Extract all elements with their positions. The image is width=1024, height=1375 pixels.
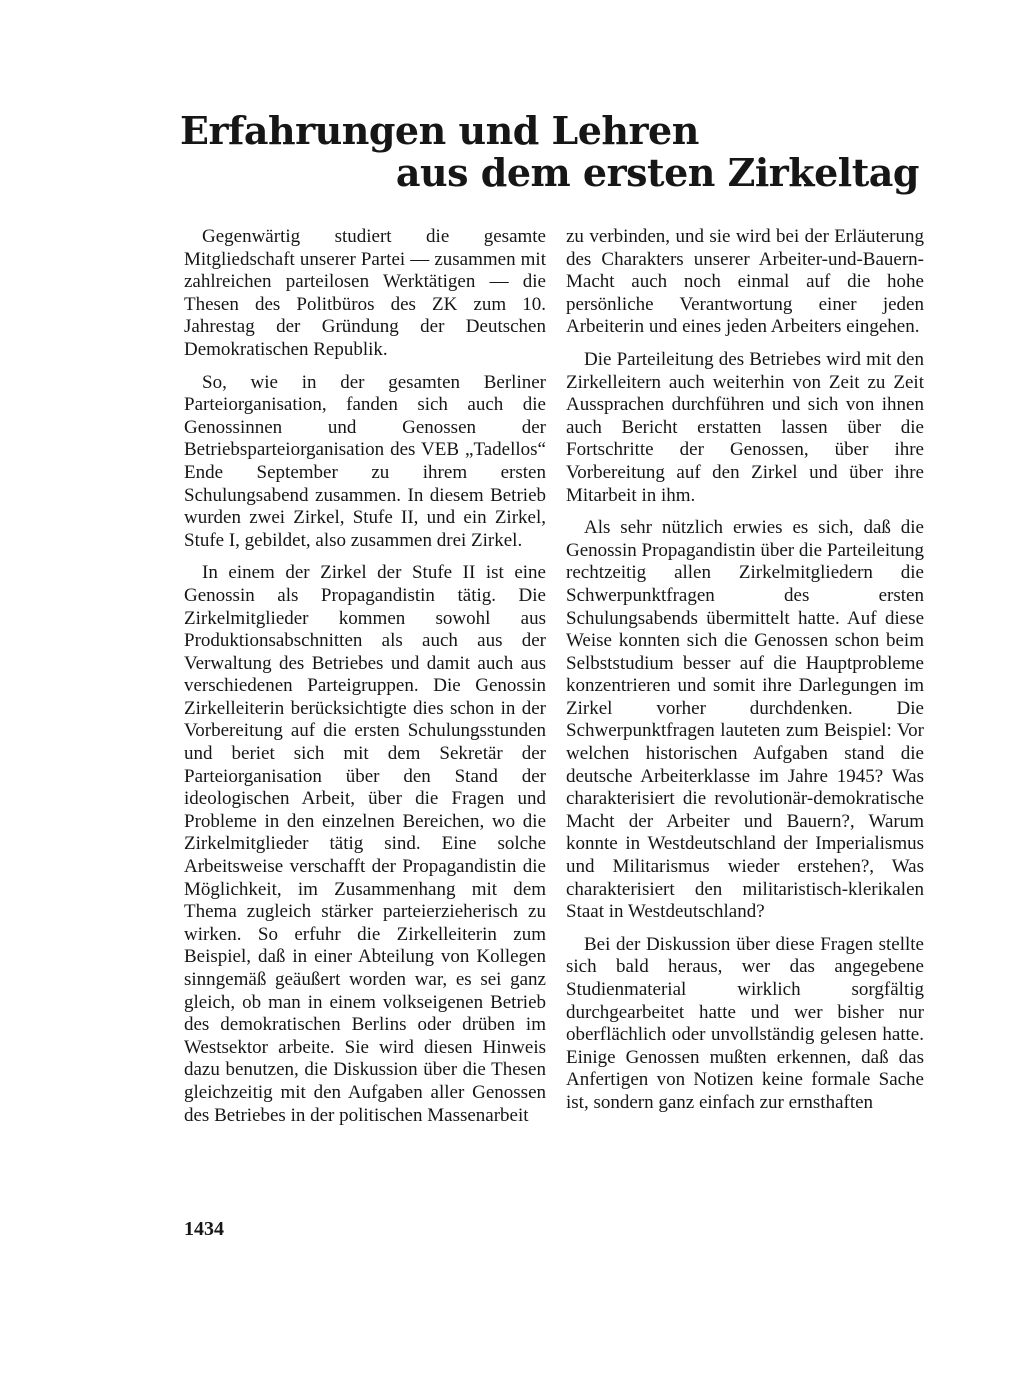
paragraph: Gegenwärtig studiert die gesamte Mitgliedschaft unserer Partei — zusammen mit zahlreichen parteilosen Werktätigen — die Thesen des Politbüros des ZK zum 10. Jahrestag der Gründung der Deutschen Demokratischen Republik. bbox=[184, 226, 546, 360]
paragraph: In einem der Zirkel der Stufe II ist eine Genossin als Propagandistin tätig. Die Zirkelmitglieder kommen sowohl aus Produktionsabschnitten als auch aus der Verwaltung des Betriebes und damit auch aus verschiedenen Parteigruppen. Die Genossin Zirkelleiterin berücksichtigte dies schon in der Vorbereitung auf die ersten Schulungsstunden und beriet sich mit dem Sekretär der Parteiorganisation über den Stand der ideologischen Arbeit, über die Fragen und Probleme in den einzelnen Bereichen, wo die Zirkelmitglieder tätig sind. Eine solche Arbeitsweise verschafft der Propagandistin die Möglichkeit, im Zusammenhang mit dem Thema zugleich stärker parteierzieherisch zu wirken. So erfuhr die Zirkelleiterin zum Beispiel, daß in einer Abteilung von Kollegen sinngemäß geäußert worden war, es sei ganz gleich, ob man in einem volkseigenen Betrieb des demokratischen Berlins oder drüben im Westsektor arbeite. Sie wird diesen Hinweis dazu benutzen, die Diskussion über die Thesen gleichzeitig mit den Aufgaben aller Genossen des Betriebes in der politischen Massenarbeit bbox=[184, 562, 546, 1126]
paragraph-continued: zu verbinden, und sie wird bei der Erläuterung des Charakters unserer Arbeiter-und-Bauern-Macht auch noch einmal auf die hohe persönliche Verantwortung einer jeden Arbeiterin und eines jeden Arbeiters eingehen. bbox=[566, 226, 924, 338]
right-column bbox=[566, 226, 924, 1125]
paragraph: Bei der Diskussion über diese Fragen stellte sich bald heraus, wer das angegebene Studienmaterial wirklich sorgfältig durchgearbeitet hatte und wer bisher nur oberflächlich oder unvollständig gelesen hatte. Einige Genossen mußten erkennen, daß das Anfertigen von Notizen keine formale Sache ist, sondern ganz einfach zur ernsthaften bbox=[566, 933, 924, 1113]
paragraph: Als sehr nützlich erwies es sich, daß die Genossin Propagandistin über die Parteileitung rechtzeitig allen Zirkelmitgliedern die Schwerpunktfragen des ersten Schulungsabends übermittelt hatte. Auf diese Weise konnten sich die Genossen schon beim Selbststudium besser auf die Hauptprobleme konzentrieren und somit ihre Darlegungen im Zirkel vorher durchdenken. Die Schwerpunktfragen lauteten zum Beispiel: Vor welchen historischen Aufgaben stand die deutsche Arbeiterklasse im Jahre 1945? Was charakterisiert die revolutionär-demokratische Macht der Arbeiter und Bauern?, Warum konnte in Westdeutschland der Imperialismus und Militarismus wieder erstehen?, Was charakterisiert den militaristisch-klerikalen Staat in Westdeutschland? bbox=[566, 517, 924, 923]
title-line-2: aus dem ersten Zirkeltag bbox=[395, 150, 919, 195]
page-number: 1434 bbox=[184, 1218, 224, 1240]
article-title bbox=[180, 110, 925, 194]
left-column bbox=[184, 226, 546, 1137]
paragraph: So, wie in der gesamten Berliner Parteiorganisation, fanden sich auch die Genossinnen und Genossen der Betriebsparteiorganisation des VEB „Tadellos“ Ende September zu ihrem ersten Schulungsabend zusammen. In diesem Betrieb wurden zwei Zirkel, Stufe II, und ein Zirkel, Stufe I, gebildet, also zusammen drei Zirkel. bbox=[184, 371, 546, 551]
title-line-1: Erfahrungen und Lehren bbox=[180, 108, 699, 153]
paragraph: Die Parteileitung des Betriebes wird mit den Zirkelleitern auch weiterhin von Zeit zu Zeit Aussprachen durchführen und sich von ihnen auch Bericht erstatten lassen über die Fortschritte der Genossen, über ihre Vorbereitung auf den Zirkel und über ihre Mitarbeit in ihm. bbox=[566, 348, 924, 506]
